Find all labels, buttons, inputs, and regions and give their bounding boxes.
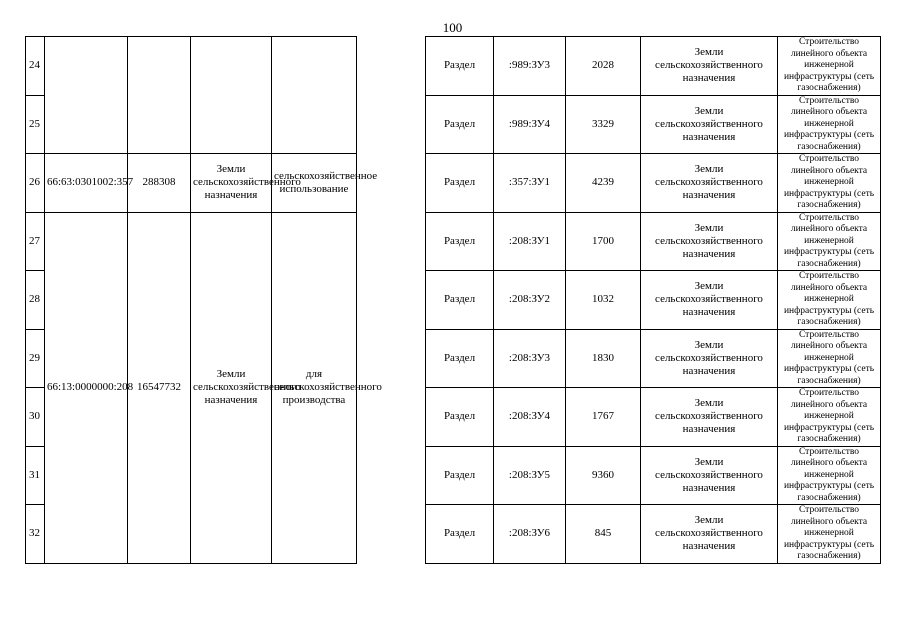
new-plot-designation: :357:ЗУ1	[494, 154, 566, 213]
parent-area	[128, 37, 191, 154]
new-plot-category: Земли сельскохозяйственного назначения	[641, 212, 778, 271]
new-plot-area: 1767	[566, 388, 641, 447]
parent-cadastral-number: 66:13:0000000:208	[45, 212, 128, 563]
operation-type: Раздел	[426, 446, 494, 505]
row-number: 24	[26, 37, 45, 96]
new-plot-designation: :208:ЗУ3	[494, 329, 566, 388]
parent-category	[191, 37, 272, 154]
parent-area: 288308	[128, 154, 191, 213]
table-row	[26, 154, 881, 213]
new-plot-designation: :989:ЗУ4	[494, 95, 566, 154]
new-plot-purpose: Строительство линейного объекта инженерной инфраструктуры (сеть газоснабжения)	[778, 271, 881, 330]
parent-category: Земли сельскохозяйственного назначения	[191, 154, 272, 213]
new-plot-designation: :208:ЗУ5	[494, 446, 566, 505]
new-plot-area: 1700	[566, 212, 641, 271]
spacer-cell	[357, 446, 426, 505]
new-plot-purpose: Строительство линейного объекта инженерной инфраструктуры (сеть газоснабжения)	[778, 446, 881, 505]
spacer-cell	[357, 271, 426, 330]
row-number: 31	[26, 446, 45, 505]
spacer-cell	[357, 95, 426, 154]
row-number: 26	[26, 154, 45, 213]
operation-type: Раздел	[426, 505, 494, 564]
new-plot-purpose: Строительство линейного объекта инженерной инфраструктуры (сеть газоснабжения)	[778, 329, 881, 388]
new-plot-area: 2028	[566, 37, 641, 96]
new-plot-category: Земли сельскохозяйственного назначения	[641, 37, 778, 96]
new-plot-purpose: Строительство линейного объекта инженерной инфраструктуры (сеть газоснабжения)	[778, 388, 881, 447]
new-plot-area: 4239	[566, 154, 641, 213]
new-plot-purpose: Строительство линейного объекта инженерной инфраструктуры (сеть газоснабжения)	[778, 37, 881, 96]
row-number: 32	[26, 505, 45, 564]
new-plot-area: 3329	[566, 95, 641, 154]
page-number: 100	[442, 20, 463, 35]
row-number: 28	[26, 271, 45, 330]
operation-type: Раздел	[426, 388, 494, 447]
parent-permitted-use	[272, 37, 357, 154]
table-row	[26, 212, 881, 271]
operation-type: Раздел	[426, 95, 494, 154]
spacer-cell	[357, 505, 426, 564]
new-plot-category: Земли сельскохозяйственного назначения	[641, 329, 778, 388]
spacer-cell	[357, 154, 426, 213]
new-plot-designation: :208:ЗУ6	[494, 505, 566, 564]
row-number: 30	[26, 388, 45, 447]
new-plot-designation: :208:ЗУ2	[494, 271, 566, 330]
new-plot-designation: :208:ЗУ1	[494, 212, 566, 271]
spacer-cell	[357, 329, 426, 388]
new-plot-area: 9360	[566, 446, 641, 505]
row-number: 27	[26, 212, 45, 271]
new-plot-purpose: Строительство линейного объекта инженерной инфраструктуры (сеть газоснабжения)	[778, 212, 881, 271]
row-number: 25	[26, 95, 45, 154]
parent-cadastral-number: 66:63:0301002:357	[45, 154, 128, 213]
parent-permitted-use: для сельскохозяйственного производства	[272, 212, 357, 563]
operation-type: Раздел	[426, 154, 494, 213]
parent-cadastral-number	[45, 37, 128, 154]
operation-type: Раздел	[426, 329, 494, 388]
new-plot-designation: :208:ЗУ4	[494, 388, 566, 447]
new-plot-purpose: Строительство линейного объекта инженерной инфраструктуры (сеть газоснабжения)	[778, 154, 881, 213]
land-plots-table	[25, 36, 881, 564]
new-plot-designation: :989:ЗУ3	[494, 37, 566, 96]
spacer-cell	[357, 388, 426, 447]
new-plot-area: 1830	[566, 329, 641, 388]
new-plot-purpose: Строительство линейного объекта инженерной инфраструктуры (сеть газоснабжения)	[778, 95, 881, 154]
new-plot-category: Земли сельскохозяйственного назначения	[641, 154, 778, 213]
operation-type: Раздел	[426, 212, 494, 271]
spacer-cell	[357, 37, 426, 96]
new-plot-category: Земли сельскохозяйственного назначения	[641, 505, 778, 564]
new-plot-category: Земли сельскохозяйственного назначения	[641, 446, 778, 505]
operation-type: Раздел	[426, 271, 494, 330]
new-plot-category: Земли сельскохозяйственного назначения	[641, 95, 778, 154]
parent-area: 16547732	[128, 212, 191, 563]
spacer-cell	[357, 212, 426, 271]
new-plot-area: 1032	[566, 271, 641, 330]
parent-category: Земли сельскохозяйственного назначения	[191, 212, 272, 563]
new-plot-area: 845	[566, 505, 641, 564]
operation-type: Раздел	[426, 37, 494, 96]
table-row	[26, 37, 881, 96]
parent-permitted-use: сельскохозяйственное использование	[272, 154, 357, 213]
row-number: 29	[26, 329, 45, 388]
new-plot-category: Земли сельскохозяйственного назначения	[641, 388, 778, 447]
new-plot-purpose: Строительство линейного объекта инженерной инфраструктуры (сеть газоснабжения)	[778, 505, 881, 564]
new-plot-category: Земли сельскохозяйственного назначения	[641, 271, 778, 330]
